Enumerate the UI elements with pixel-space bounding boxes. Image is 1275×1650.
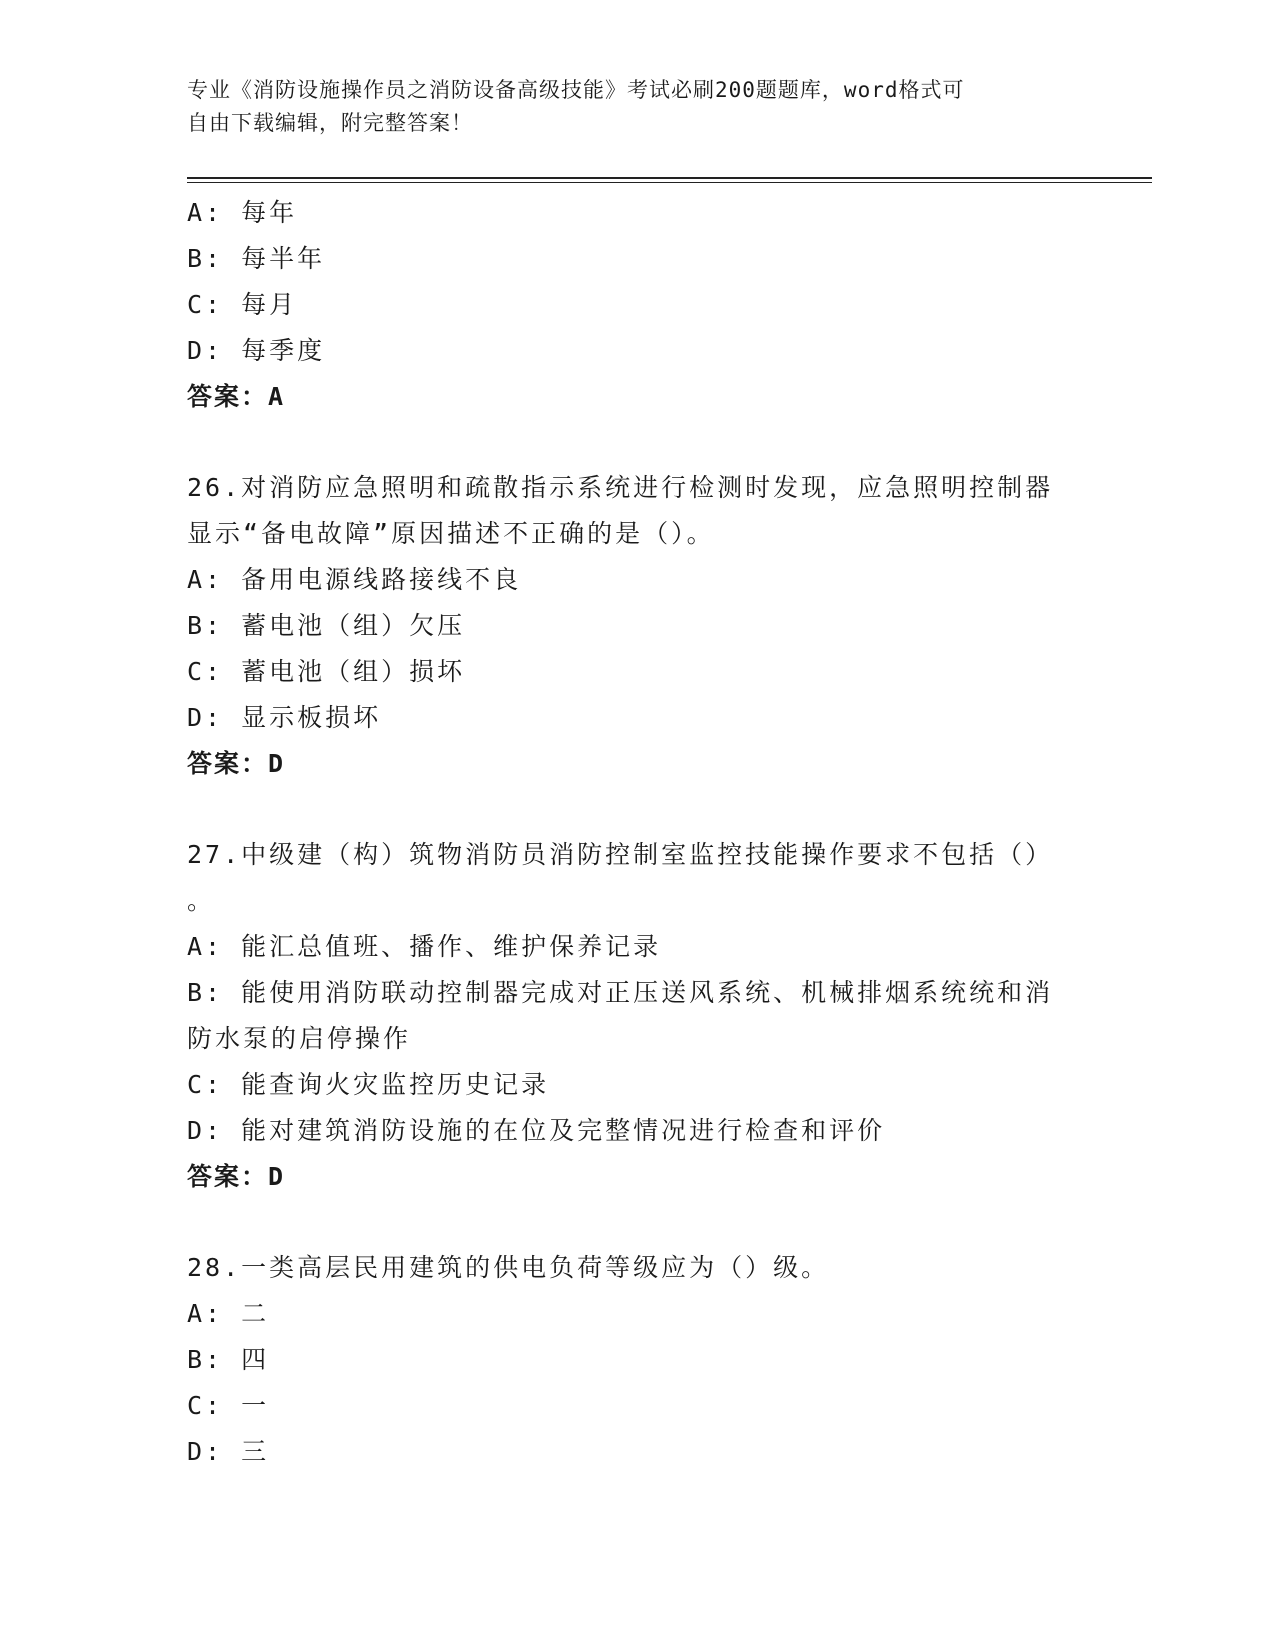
- answer: 答案：D: [187, 1162, 286, 1191]
- option-d: D: 能对建筑消防设施的在位及完整情况进行检查和评价: [187, 1116, 886, 1145]
- header-line-1: 专业《消防设施操作员之消防设备高级技能》考试必刷200题题库，word格式可: [187, 78, 965, 102]
- option-d: D: 每季度: [187, 336, 326, 365]
- spacer: [187, 420, 1087, 465]
- option-b: B: 四: [187, 1345, 270, 1374]
- option-b: B: 能使用消防联动控制器完成对正压送风系统、机械排烟系统统和消: [187, 978, 1054, 1007]
- question-stem: 26.对消防应急照明和疏散指示系统进行检测时发现，应急照明控制器: [187, 473, 1054, 502]
- spacer: [187, 787, 1087, 832]
- option-c: C: 每月: [187, 290, 298, 319]
- answer: 答案：D: [187, 749, 286, 778]
- question-stem: 27.中级建（构）筑物消防员消防控制室监控技能操作要求不包括（）: [187, 840, 1054, 869]
- question-stem-cont: 显示“备电故障”原因描述不正确的是（）。: [187, 519, 715, 548]
- answer: 答案：A: [187, 382, 286, 411]
- option-b: B: 每半年: [187, 244, 326, 273]
- question-stem: 28.一类高层民用建筑的供电负荷等级应为（）级。: [187, 1253, 830, 1282]
- option-b: B: 蓄电池（组）欠压: [187, 611, 466, 640]
- question-27: [187, 832, 1087, 1200]
- question-stem-cont: 。: [187, 886, 216, 915]
- option-c: C: 能查询火灾监控历史记录: [187, 1070, 550, 1099]
- question-25: [187, 190, 1087, 420]
- option-a: A: 二: [187, 1299, 270, 1328]
- header-divider-thin: [187, 182, 1152, 183]
- option-b-cont: 防水泵的启停操作: [187, 1024, 412, 1053]
- option-c: C: 蓄电池（组）损坏: [187, 657, 466, 686]
- document-header: [187, 74, 1067, 140]
- option-c: C: 一: [187, 1391, 270, 1420]
- option-d: D: 显示板损坏: [187, 703, 382, 732]
- header-divider-thick: [187, 177, 1152, 179]
- question-28: [187, 1245, 1087, 1475]
- option-a: A: 每年: [187, 198, 298, 227]
- question-list: [187, 190, 1087, 1475]
- question-26: [187, 465, 1087, 787]
- spacer: [187, 1200, 1087, 1245]
- option-a: A: 能汇总值班、播作、维护保养记录: [187, 932, 662, 961]
- option-d: D: 三: [187, 1437, 270, 1466]
- option-a: A: 备用电源线路接线不良: [187, 565, 522, 594]
- header-line-2: 自由下载编辑，附完整答案！: [187, 111, 473, 135]
